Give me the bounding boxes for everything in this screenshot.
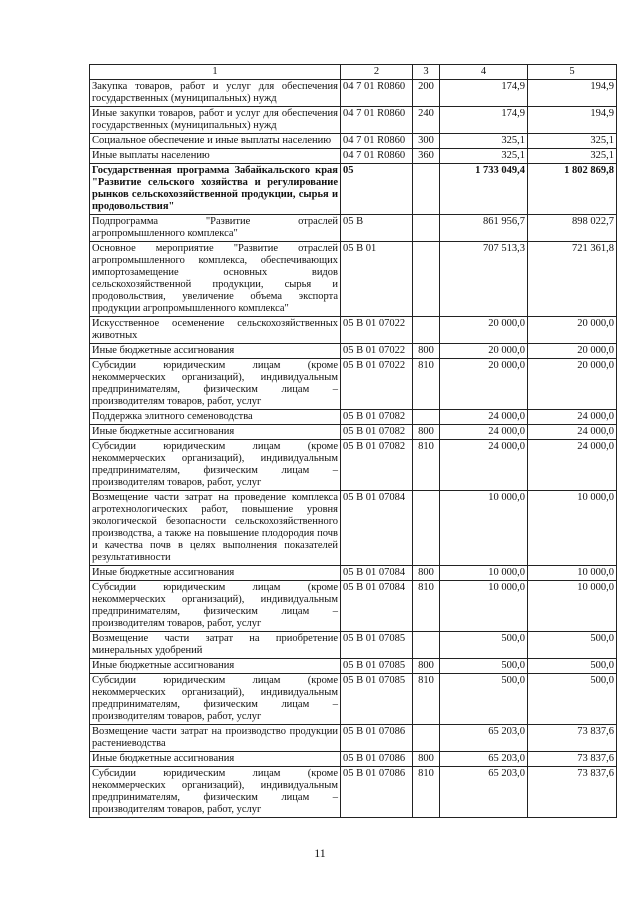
row-expense-type-cell: 800	[413, 566, 440, 581]
header-col-1: 1	[90, 65, 341, 80]
row-amount-year2-cell: 73 837,6	[528, 767, 617, 818]
row-code-cell: 05 В 01 07022	[341, 344, 413, 359]
row-amount-year1-cell: 500,0	[440, 674, 528, 725]
table-row	[90, 491, 617, 566]
row-code-cell: 05 В 01 07086	[341, 767, 413, 818]
table-row	[90, 425, 617, 440]
row-expense-type-cell: 240	[413, 107, 440, 134]
column-number-header-row	[90, 65, 617, 80]
row-expense-type-cell: 810	[413, 581, 440, 632]
header-col-5: 5	[528, 65, 617, 80]
row-code-cell: 05 В 01 07082	[341, 425, 413, 440]
row-name-cell: Государственная программа Забайкальского края "Развитие сельского хозяйства и регулирование рынков сельскохозяйственной продукции, сырья и продовольствия"	[90, 164, 341, 215]
row-name-cell: Субсидии юридическим лицам (кроме некоммерческих организаций), индивидуальным предпринимателям, физическим лицам – производителям товаров, работ, услуг	[90, 440, 341, 491]
header-col-2: 2	[341, 65, 413, 80]
row-amount-year1-cell: 707 513,3	[440, 242, 528, 317]
row-expense-type-cell: 800	[413, 752, 440, 767]
row-expense-type-cell: 810	[413, 767, 440, 818]
row-amount-year1-cell: 65 203,0	[440, 752, 528, 767]
row-code-cell: 05 В 01 07082	[341, 440, 413, 491]
table-row	[90, 344, 617, 359]
row-amount-year1-cell: 65 203,0	[440, 725, 528, 752]
row-name-cell: Закупка товаров, работ и услуг для обеспечения государственных (муниципальных) нужд	[90, 80, 341, 107]
table-row	[90, 215, 617, 242]
row-amount-year1-cell: 325,1	[440, 134, 528, 149]
row-code-cell: 04 7 01 R0860	[341, 80, 413, 107]
row-expense-type-cell: 800	[413, 344, 440, 359]
row-name-cell: Искусственное осеменение сельскохозяйственных животных	[90, 317, 341, 344]
row-amount-year2-cell: 10 000,0	[528, 491, 617, 566]
row-amount-year1-cell: 500,0	[440, 632, 528, 659]
table-row	[90, 410, 617, 425]
row-expense-type-cell	[413, 632, 440, 659]
row-amount-year1-cell: 10 000,0	[440, 566, 528, 581]
row-name-cell: Социальное обеспечение и иные выплаты населению	[90, 134, 341, 149]
row-code-cell: 05 В 01 07086	[341, 752, 413, 767]
row-expense-type-cell	[413, 317, 440, 344]
row-amount-year2-cell: 20 000,0	[528, 317, 617, 344]
row-name-cell: Иные бюджетные ассигнования	[90, 752, 341, 767]
row-amount-year2-cell: 500,0	[528, 659, 617, 674]
row-amount-year1-cell: 10 000,0	[440, 581, 528, 632]
row-name-cell: Иные бюджетные ассигнования	[90, 659, 341, 674]
row-name-cell: Иные закупки товаров, работ и услуг для обеспечения государственных (муниципальных) нужд	[90, 107, 341, 134]
row-amount-year1-cell: 24 000,0	[440, 425, 528, 440]
row-amount-year1-cell: 24 000,0	[440, 440, 528, 491]
row-code-cell: 04 7 01 R0860	[341, 107, 413, 134]
row-amount-year2-cell: 24 000,0	[528, 410, 617, 425]
row-amount-year2-cell: 10 000,0	[528, 581, 617, 632]
page-number: 11	[314, 846, 326, 860]
row-amount-year1-cell: 10 000,0	[440, 491, 528, 566]
row-amount-year1-cell: 1 733 049,4	[440, 164, 528, 215]
row-expense-type-cell	[413, 491, 440, 566]
row-expense-type-cell	[413, 410, 440, 425]
row-name-cell: Возмещение части затрат на производство продукции растениеводства	[90, 725, 341, 752]
row-amount-year1-cell: 20 000,0	[440, 359, 528, 410]
row-amount-year2-cell: 194,9	[528, 107, 617, 134]
row-expense-type-cell	[413, 215, 440, 242]
header-col-4: 4	[440, 65, 528, 80]
table-row	[90, 359, 617, 410]
row-amount-year1-cell: 24 000,0	[440, 410, 528, 425]
row-amount-year2-cell: 898 022,7	[528, 215, 617, 242]
budget-table-body	[90, 65, 617, 818]
row-expense-type-cell: 800	[413, 425, 440, 440]
row-name-cell: Подпрограмма "Развитие отраслей агропромышленного комплекса"	[90, 215, 341, 242]
row-code-cell: 05 В 01 07084	[341, 581, 413, 632]
row-name-cell: Поддержка элитного семеноводства	[90, 410, 341, 425]
table-row	[90, 80, 617, 107]
row-amount-year2-cell: 721 361,8	[528, 242, 617, 317]
row-expense-type-cell: 810	[413, 440, 440, 491]
row-amount-year1-cell: 174,9	[440, 80, 528, 107]
table-row	[90, 566, 617, 581]
row-amount-year1-cell: 20 000,0	[440, 317, 528, 344]
table-row	[90, 581, 617, 632]
row-name-cell: Субсидии юридическим лицам (кроме некоммерческих организаций), индивидуальным предпринимателям, физическим лицам – производителям товаров, работ, услуг	[90, 359, 341, 410]
table-row	[90, 632, 617, 659]
row-amount-year1-cell: 861 956,7	[440, 215, 528, 242]
row-amount-year2-cell: 325,1	[528, 149, 617, 164]
table-row	[90, 317, 617, 344]
budget-table	[89, 64, 617, 818]
row-code-cell: 05 В 01	[341, 242, 413, 317]
table-row	[90, 164, 617, 215]
budget-page	[89, 64, 616, 818]
row-expense-type-cell: 810	[413, 674, 440, 725]
table-row	[90, 149, 617, 164]
row-expense-type-cell	[413, 164, 440, 215]
table-row	[90, 107, 617, 134]
row-code-cell: 05 В 01 07085	[341, 659, 413, 674]
row-code-cell: 05 В 01 07022	[341, 359, 413, 410]
row-name-cell: Субсидии юридическим лицам (кроме некоммерческих организаций), индивидуальным предпринимателям, физическим лицам – производителям товаров, работ, услуг	[90, 767, 341, 818]
row-name-cell: Возмещение части затрат на приобретение минеральных удобрений	[90, 632, 341, 659]
row-amount-year2-cell: 24 000,0	[528, 425, 617, 440]
row-expense-type-cell: 800	[413, 659, 440, 674]
row-amount-year2-cell: 73 837,6	[528, 752, 617, 767]
row-amount-year2-cell: 500,0	[528, 674, 617, 725]
row-expense-type-cell	[413, 725, 440, 752]
table-row	[90, 134, 617, 149]
row-expense-type-cell: 360	[413, 149, 440, 164]
row-code-cell: 04 7 01 R0860	[341, 149, 413, 164]
row-expense-type-cell: 300	[413, 134, 440, 149]
row-code-cell: 05 В 01 07082	[341, 410, 413, 425]
row-amount-year1-cell: 174,9	[440, 107, 528, 134]
table-row	[90, 440, 617, 491]
row-code-cell: 05 В 01 07022	[341, 317, 413, 344]
row-amount-year2-cell: 1 802 869,8	[528, 164, 617, 215]
row-code-cell: 05 В 01 07084	[341, 491, 413, 566]
row-name-cell: Субсидии юридическим лицам (кроме некоммерческих организаций), индивидуальным предпринимателям, физическим лицам – производителям товаров, работ, услуг	[90, 674, 341, 725]
row-amount-year1-cell: 65 203,0	[440, 767, 528, 818]
row-code-cell: 05 В 01 07086	[341, 725, 413, 752]
header-col-3: 3	[413, 65, 440, 80]
row-amount-year2-cell: 24 000,0	[528, 440, 617, 491]
row-amount-year2-cell: 20 000,0	[528, 359, 617, 410]
row-name-cell: Иные бюджетные ассигнования	[90, 425, 341, 440]
table-row	[90, 767, 617, 818]
table-row	[90, 752, 617, 767]
table-row	[90, 242, 617, 317]
row-amount-year2-cell: 10 000,0	[528, 566, 617, 581]
table-row	[90, 725, 617, 752]
row-amount-year1-cell: 20 000,0	[440, 344, 528, 359]
row-code-cell: 05	[341, 164, 413, 215]
row-name-cell: Иные бюджетные ассигнования	[90, 566, 341, 581]
row-name-cell: Иные выплаты населению	[90, 149, 341, 164]
row-expense-type-cell: 810	[413, 359, 440, 410]
table-row	[90, 674, 617, 725]
row-amount-year2-cell: 20 000,0	[528, 344, 617, 359]
row-expense-type-cell	[413, 242, 440, 317]
row-amount-year2-cell: 194,9	[528, 80, 617, 107]
row-name-cell: Иные бюджетные ассигнования	[90, 344, 341, 359]
row-amount-year2-cell: 500,0	[528, 632, 617, 659]
row-code-cell: 04 7 01 R0860	[341, 134, 413, 149]
row-expense-type-cell: 200	[413, 80, 440, 107]
row-code-cell: 05 В 01 07085	[341, 674, 413, 725]
row-code-cell: 05 В 01 07084	[341, 566, 413, 581]
row-name-cell: Возмещение части затрат на проведение комплекса агротехнологических работ, повышение уровня экологической безопасности сельскохозяйственного производства, а также на повышение плодородия почв и качества почв в целях выполнения показателей результативности	[90, 491, 341, 566]
row-name-cell: Основное мероприятие "Развитие отраслей агропромышленного комплекса, обеспечивающих импортозамещение основных видов сельскохозяйственной продукции, сырья и продовольствия, увеличение объема экспорта продукции агропромышленного комплекса"	[90, 242, 341, 317]
row-amount-year1-cell: 500,0	[440, 659, 528, 674]
row-amount-year2-cell: 73 837,6	[528, 725, 617, 752]
row-code-cell: 05 В 01 07085	[341, 632, 413, 659]
row-code-cell: 05 В	[341, 215, 413, 242]
row-name-cell: Субсидии юридическим лицам (кроме некоммерческих организаций), индивидуальным предпринимателям, физическим лицам – производителям товаров, работ, услуг	[90, 581, 341, 632]
row-amount-year2-cell: 325,1	[528, 134, 617, 149]
row-amount-year1-cell: 325,1	[440, 149, 528, 164]
table-row	[90, 659, 617, 674]
